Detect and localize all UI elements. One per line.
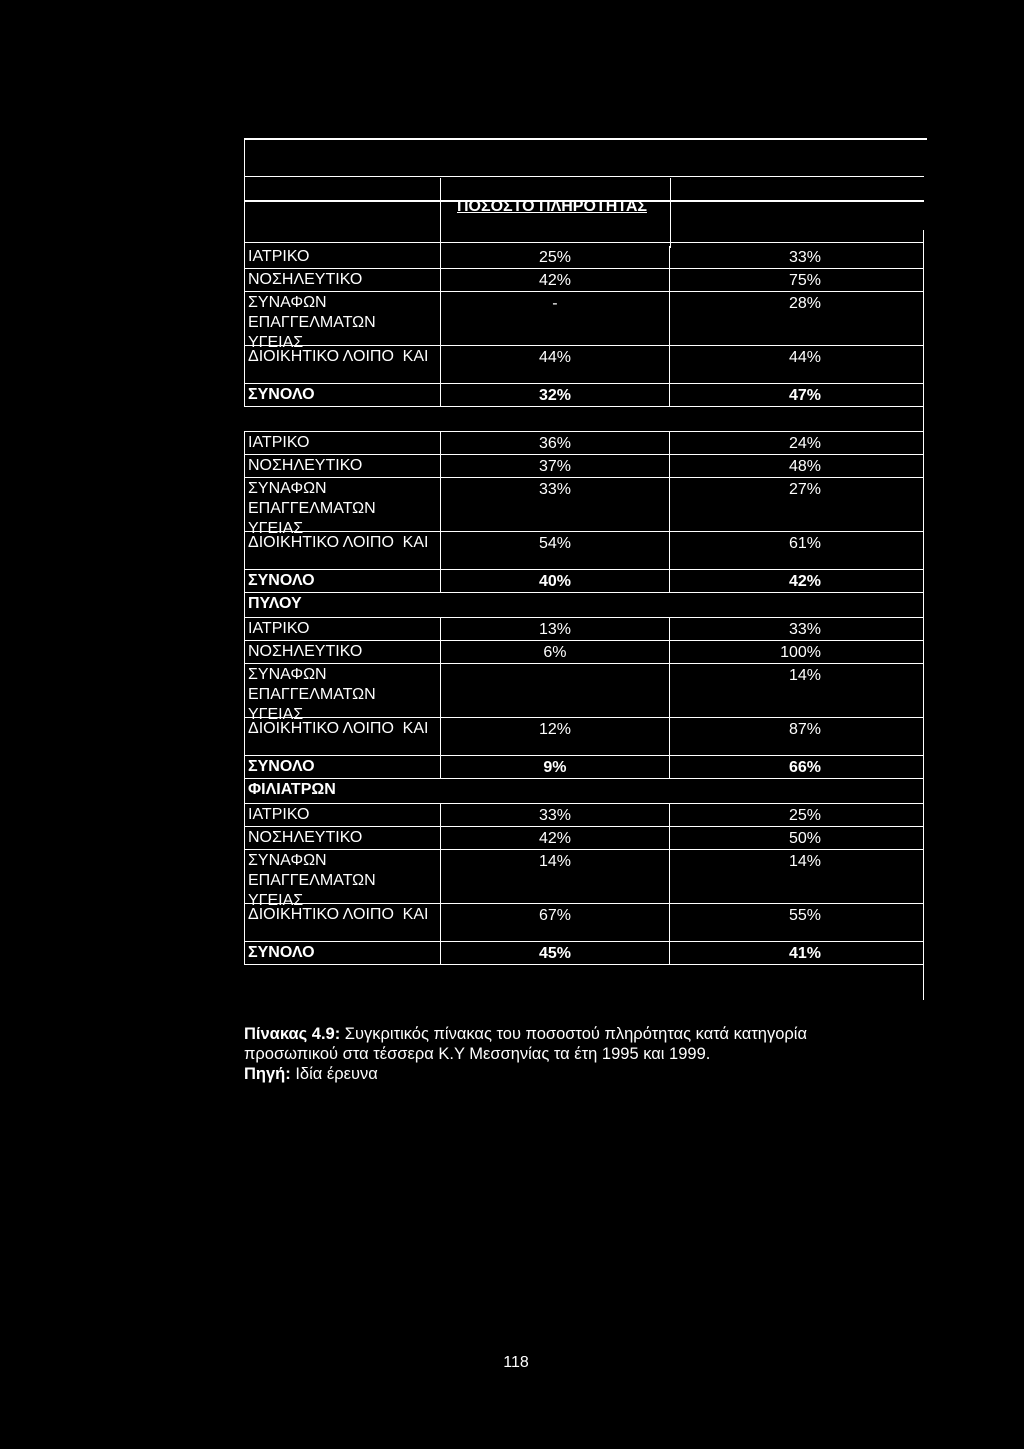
table-row (244, 804, 924, 827)
category-label: ΔΙΟΙΚΗΤΙΚΟ ΛΟΙΠΟ (248, 348, 394, 365)
value-1999-cell: 44% (670, 346, 924, 383)
table-row (244, 570, 924, 593)
category-label: ΝΟΣΗΛΕΥΤΙΚΟ (248, 829, 363, 846)
category-conjunction (403, 385, 437, 405)
category-cell (245, 346, 441, 383)
category-conjunction (403, 851, 437, 902)
category-label: ΣΥΝΑΦΩΝ ΕΠΑΓΓΕΛΜΑΤΩΝ ΥΓΕΙΑΣ (248, 480, 376, 537)
top-rule (244, 138, 927, 140)
category-conjunction: ΚΑΙ (402, 348, 429, 365)
value-1995-cell: 9% (441, 756, 671, 778)
value-1995-cell: 37% (441, 455, 671, 477)
category-label: ΣΥΝΟΛΟ (248, 386, 315, 403)
category-label: ΣΥΝΟΛΟ (248, 572, 315, 589)
caption-label: Πίνακας 4.9: (244, 1025, 341, 1043)
category-cell (245, 532, 441, 569)
category-label: ΔΙΟΙΚΗΤΙΚΟ ΛΟΙΠΟ (248, 906, 394, 923)
value-1995-cell: 33% (441, 804, 671, 826)
category-cell (245, 942, 441, 964)
category-conjunction: ΚΑΙ (402, 720, 429, 737)
value-1995-cell: 45% (441, 942, 671, 964)
table-row (244, 384, 924, 407)
category-conjunction (403, 665, 437, 716)
value-1999-cell: 24% (670, 432, 924, 454)
table-row (244, 432, 924, 455)
table-row (244, 346, 924, 384)
table-row (244, 292, 924, 351)
value-1995-cell: 36% (441, 432, 671, 454)
category-conjunction (403, 270, 437, 290)
caption-text: Συγκριτικός πίνακας του ποσοστού πληρότητας κατά κατηγορία προσωπικού στα τέσσερα Κ.Υ Μεσσηνίας τα έτη 1995 και 1999. (244, 1025, 807, 1063)
value-1999-cell: 75% (670, 269, 924, 291)
header-rule-1 (244, 176, 924, 177)
category-cell (245, 455, 441, 477)
category-cell (245, 246, 441, 268)
table-row (244, 827, 924, 850)
table-row (244, 664, 924, 723)
category-label: ΣΥΝΑΦΩΝ ΕΠΑΓΓΕΛΜΑΤΩΝ ΥΓΕΙΑΣ (248, 294, 376, 351)
category-cell (245, 718, 441, 755)
category-cell (245, 827, 441, 849)
table-row (244, 850, 924, 909)
category-cell (245, 432, 441, 454)
value-1999-cell: 25% (670, 804, 924, 826)
value-1995-cell: - (441, 292, 671, 345)
value-1995-cell: 40% (441, 570, 671, 592)
category-label: ΔΙΟΙΚΗΤΙΚΟ ΛΟΙΠΟ (248, 720, 394, 737)
category-conjunction (403, 479, 437, 530)
category-conjunction (403, 456, 437, 476)
category-conjunction (403, 943, 437, 963)
section-header: ΦΙΛΙΑΤΡΩΝ (244, 779, 924, 804)
category-cell (245, 618, 441, 640)
fill-rate-table (244, 246, 924, 965)
value-1999-cell: 14% (670, 850, 924, 903)
value-1999-cell: 61% (670, 532, 924, 569)
table-row (244, 478, 924, 537)
category-conjunction (403, 757, 437, 777)
column-title: ΠΟΣΟΣΤΟ ΠΛΗΡΟΤΗΤΑΣ (457, 198, 647, 215)
value-1999-cell: 48% (670, 455, 924, 477)
value-1995-cell: 12% (441, 718, 671, 755)
category-label: ΣΥΝΑΦΩΝ ΕΠΑΓΓΕΛΜΑΤΩΝ ΥΓΕΙΑΣ (248, 666, 376, 723)
table-row (244, 756, 924, 779)
value-1995-cell: 13% (441, 618, 671, 640)
category-conjunction (403, 619, 437, 639)
value-1999-cell: 33% (670, 618, 924, 640)
category-conjunction (403, 828, 437, 848)
table-caption (244, 1024, 884, 1084)
category-label: ΔΙΟΙΚΗΤΙΚΟ ΛΟΙΠΟ (248, 534, 394, 551)
value-1999-cell: 87% (670, 718, 924, 755)
category-conjunction (403, 805, 437, 825)
left-border-top (244, 138, 245, 248)
category-conjunction: ΚΑΙ (402, 906, 429, 923)
table-row (244, 269, 924, 292)
value-1995-cell: 25% (441, 246, 671, 268)
category-conjunction (403, 247, 437, 267)
category-cell (245, 292, 441, 351)
value-1995-cell: 14% (441, 850, 671, 903)
category-cell (245, 478, 441, 537)
value-1995-cell (441, 664, 671, 717)
value-1999-cell: 55% (670, 904, 924, 941)
table-row (244, 246, 924, 269)
category-conjunction (403, 571, 437, 591)
category-label: ΙΑΤΡΙΚΟ (248, 434, 310, 451)
category-conjunction (403, 293, 437, 344)
table-row (244, 641, 924, 664)
category-label: ΙΑΤΡΙΚΟ (248, 248, 310, 265)
category-label: ΣΥΝΟΛΟ (248, 758, 315, 775)
category-conjunction: ΚΑΙ (402, 534, 429, 551)
value-1995-cell: 67% (441, 904, 671, 941)
category-label: ΙΑΤΡΙΚΟ (248, 806, 310, 823)
category-label: ΝΟΣΗΛΕΥΤΙΚΟ (248, 643, 363, 660)
category-cell (245, 664, 441, 723)
value-1999-cell: 42% (670, 570, 924, 592)
value-1995-cell: 42% (441, 827, 671, 849)
source-text: Ιδία έρευνα (290, 1065, 378, 1083)
col-sep-2-header (670, 178, 671, 248)
value-1995-cell: 32% (441, 384, 671, 406)
value-1999-cell: 66% (670, 756, 924, 778)
value-1999-cell: 41% (670, 942, 924, 964)
category-cell (245, 641, 441, 663)
page-number: 118 (503, 1354, 529, 1371)
category-label: ΝΟΣΗΛΕΥΤΙΚΟ (248, 457, 363, 474)
value-1995-cell: 54% (441, 532, 671, 569)
category-label: ΣΥΝΑΦΩΝ ΕΠΑΓΓΕΛΜΑΤΩΝ ΥΓΕΙΑΣ (248, 852, 376, 909)
table-row (244, 618, 924, 641)
category-label: ΝΟΣΗΛΕΥΤΙΚΟ (248, 271, 363, 288)
value-1999-cell: 33% (670, 246, 924, 268)
category-label: ΣΥΝΟΛΟ (248, 944, 315, 961)
header-bottom-rule (244, 242, 924, 243)
value-1999-cell: 27% (670, 478, 924, 531)
category-cell (245, 570, 441, 592)
category-cell (245, 269, 441, 291)
value-1999-cell: 28% (670, 292, 924, 345)
category-cell (245, 804, 441, 826)
category-label: ΙΑΤΡΙΚΟ (248, 620, 310, 637)
value-1999-cell: 100% (670, 641, 924, 663)
category-cell (245, 850, 441, 909)
value-1995-cell: 6% (441, 641, 671, 663)
table-row (244, 718, 924, 756)
value-1995-cell: 44% (441, 346, 671, 383)
source-label: Πηγή: (244, 1065, 291, 1083)
table-row (244, 904, 924, 942)
value-1999-cell: 14% (670, 664, 924, 717)
section-header (244, 407, 924, 432)
category-cell (245, 904, 441, 941)
category-cell (245, 384, 441, 406)
category-conjunction (403, 642, 437, 662)
value-1999-cell: 50% (670, 827, 924, 849)
table-row (244, 532, 924, 570)
category-cell (245, 756, 441, 778)
value-1999-cell: 47% (670, 384, 924, 406)
table-row (244, 455, 924, 478)
table-row (244, 942, 924, 965)
value-1995-cell: 33% (441, 478, 671, 531)
value-1995-cell: 42% (441, 269, 671, 291)
category-conjunction (403, 433, 437, 453)
section-header: ΠΥΛΟΥ (244, 593, 924, 618)
